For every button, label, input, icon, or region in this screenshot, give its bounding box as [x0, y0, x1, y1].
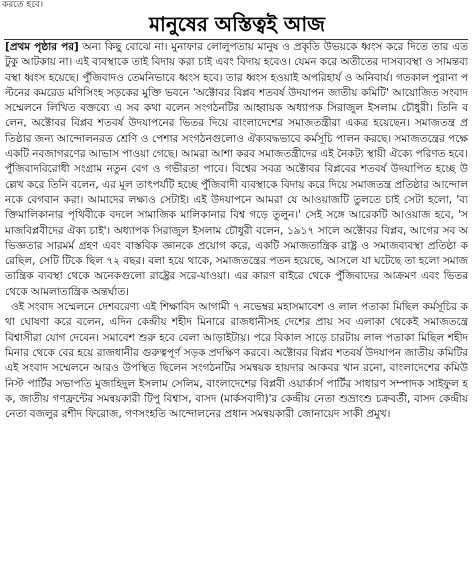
article-body	[5, 40, 468, 560]
previous-article-fragment: করতে হবে।	[2, 0, 44, 10]
article-paragraph	[5, 300, 468, 422]
article-paragraph	[5, 40, 468, 300]
continued-from-front-page-label: [প্রথম পৃষ্ঠার পর]	[5, 41, 79, 53]
article-headline: মানুষের অস্তিত্বই আজ	[148, 12, 326, 36]
paragraph-text: অন্য কিছু বোঝে না। মুনাফার লোলুপতায় মানুষ ও প্রকৃতি উভয়কে ধ্বংস করে দিতে তার এতটুকু আটকায় না। এই ব্যবস্থাকে তাই বিদায় করা চাই এবং বিদায় হবেও। যেমন করে অতীতের দাসব্যবস্থা ও সামন্তব্যবস্থা ধ্বংস হয়েছে। পুঁজিবাদও তেমনিভাবে ধ্বংস হবে। তার ধ্বংস হওয়াই অপরিহার্য ও অনিবার্য। গতকাল পুরানা পল্টনের কমরেড মণিসিংহ সড়কের মুক্তি ভবনে 'অক্টোবর বিপ্লব শতবর্ষ উদযাপন জাতীয় কমিটি' আয়োজিত সংবাদ সম্মেলনে লিখিত বক্তব্যে এ সব কথা বলেন সংগঠনটির আহ্বায়ক অধ্যাপক সিরাজুল ইসলাম চৌধুরী। তিনি বলেন, অক্টোবর বিপ্লব শতবর্ষ উদযাপনের ভিতর দিয়ে বাংলাদেশের সমাজতন্ত্রীরা একত্র হয়েছেন। সমাজতন্ত্র প্রতিষ্ঠার জন্য আন্দোলনরত শ্রেণি ও পেশার সংগঠনগুলোও ঐক্যবদ্ধভাবে কর্মসূচি পালন করছে। সমাজতন্ত্রের পক্ষে একটি নবজাগরণের আভাস পাওয়া গেছে। আমরা আশা করব সমাজতন্ত্রীদের এই নৈকট্য স্থায়ী ঐক্যে পরিণত হবে। পুঁজিবাদবিরোধী সংগ্রাম নতুন বেগ ও গভীরতা পাবে। বিশ্বের সবত্র অক্টোবর বিপ্লবের শতবর্ষ উদযাপিত হচ্ছে উল্লেখ করে তিনি বলেন, এর মূল তাৎপর্যটি হচ্ছে পুঁজিবাদী ব্যবস্থাকে বিদায় করে দিয়ে সমাজতন্ত্র প্রতিষ্ঠার আন্দোলনকে বেগবান করা। আমাদের লক্ষ্যও সেটাই। এই উদযাপনে আমরা যে আওয়াজটি তুলতে চাই সেটা হলো, 'ব্যক্তিমালিকানার পৃথিবীকে বদলে সামাজিক মালিকানার বিশ্ব গড়ে তুলুন।' সেই সঙ্গে আরেকটি আওয়াজ হবে, 'সমাজবিপ্লবীদের ঐক্য চাই'। অধ্যাপক সিরাজুল ইসলাম চৌধুরী বলেন, ১৯১৭ সালে অক্টোবর বিপ্লব, আগের সব অভিজ্ঞতার সারমর্ম গ্রহণ এবং বাস্তবিক জ্ঞানকে প্রয়োগ করে, একটি সমাজতান্ত্রিক রাষ্ট্র ও সমাজব্যবস্থা প্রতিষ্ঠা করেছিল, সেটি টিকে ছিল ৭২ বছর। বলা হয়ে থাকে, সমাজতন্ত্রের পতন হয়েছে, আসলে যা ঘটেছে তা হলো সমাজতান্ত্রিক ব্যবস্থা থেকে অনেকগুলো রাষ্ট্রের সরে-যাওয়া। এর কারণ বাইরে থেকে পুঁজিবাদের আক্রমণ এবং ভিতর থেকে আমলাতান্ত্রিক অন্তর্ঘাত।	[5, 41, 468, 298]
paragraph-text: ওই সংবাদ সম্মেলনে দেশবরেণ্য এই শিক্ষাবিদ আগামী ৭ নভেম্বর মহাসমাবেশ ও লাল পতাকা মিছিল কর্মসূচির কথা ঘোষণা করে বলেন, এদিন কেন্দ্রীয় শহীদ মিনারে রাজধানীসহ দেশের প্রায় সব এলাকা থেকেই সমাজতন্ত্রে বিশ্বাসীরা যোগ দেবেন। সমাবেশ শুরু হবে বেলা আড়াইটায়। পরে বিকাল সাড়ে চারটায় লাল পতাকা মিছিল শহীদ মিনার থেকে বের হয়ে রাজধানীর গুরুত্বপূর্ণ সড়ক প্রদক্ষিণ করবে। অক্টোবর বিপ্লব শতবর্ষ উদযাপন জাতীয় কমিটির এই সংবাদ সম্মেলনে আরও উপস্থিত ছিলেন সংগঠনটির সমন্বয়ক হায়দার আকবর খান রনো, বাংলাদেশের কমিউনিস্ট পার্টির সভাপতি মুজাহিদুল ইসলাম সেলিম, বাংলাদেশের বিপ্লবী ওয়ার্কার্স পার্টির সাধারণ সম্পাদক সাইফুল হক, জাতীয় গণফ্রন্টের সমন্বয়কারী টিপু বিশ্বাস, বাসদ (মার্কসবাদী)'র কেন্দ্রীয় নেতা শুভ্রাংশু চক্রবর্তী, বাসদ কেন্দ্রীয় নেতা বজলুর রশীদ ফিরোজ, গণসংহতি আন্দোলনের প্রধান সমন্বয়কারী জোনায়েদ সাকী প্রমুখ।	[5, 301, 468, 421]
